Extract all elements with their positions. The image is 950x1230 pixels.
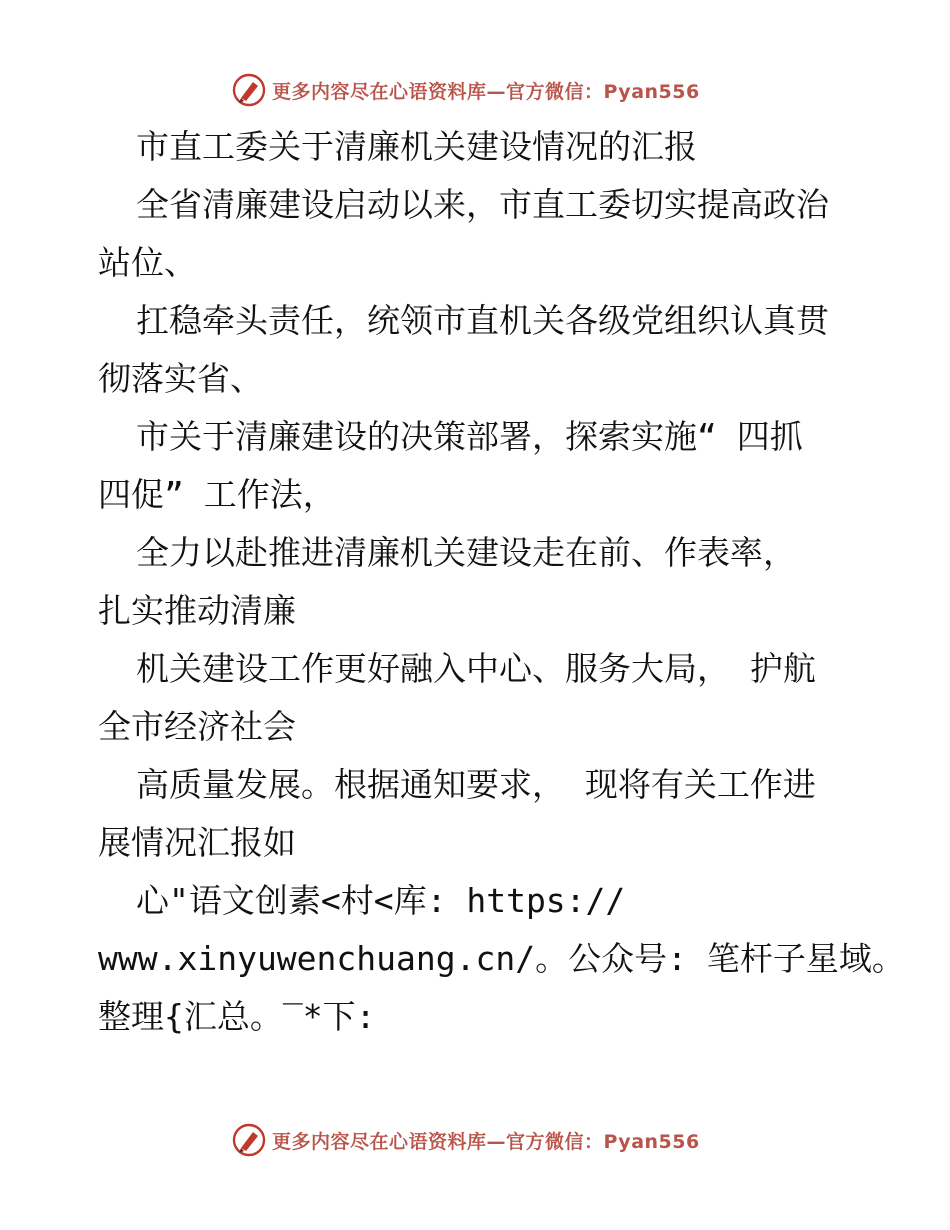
banner-main-text: 更多内容尽在心语资料库 xyxy=(272,80,487,103)
paragraph-line: 四促” 工作法， xyxy=(98,475,336,514)
paragraph-line: 机关建设工作更好融入中心、服务大局， 护航 xyxy=(136,649,816,688)
paragraph-line: 展情况汇报如 xyxy=(98,823,296,862)
pen-logo-icon xyxy=(232,1123,266,1157)
paragraph-line: 站位、 xyxy=(98,243,197,282)
source-line: 心"语文创素<村<库: https:// xyxy=(136,881,626,920)
paragraph-line: 市关于清廉建设的决策部署，探索实施“ 四抓 xyxy=(136,417,803,456)
paragraph-line: 扎实推动清廉 xyxy=(98,591,296,630)
document-body xyxy=(98,118,905,1046)
banner-wechat-id: Pyan556 xyxy=(603,1130,700,1153)
paragraph-line: 彻落实省、 xyxy=(98,359,263,398)
banner-wechat-label: 官方微信： xyxy=(506,1130,604,1153)
footer-watermark-banner xyxy=(232,1122,700,1158)
paragraph-line: 整理{汇总。‾*下: xyxy=(98,997,376,1036)
paragraph-line: 全力以赴推进清廉机关建设走在前、作表率， xyxy=(136,533,796,572)
paragraph-line: 高质量发展。根据通知要求， 现将有关工作进 xyxy=(136,765,816,804)
source-url-line: www.xinyuwenchuang.cn/。公众号: 笔杆子星域。 xyxy=(98,939,905,978)
banner-dash: — xyxy=(486,1130,507,1153)
paragraph-line: 扛稳牵头责任，统领市直机关各级党组织认真贯 xyxy=(136,301,829,340)
banner-main-text: 更多内容尽在心语资料库 xyxy=(272,1130,487,1153)
banner-text xyxy=(272,77,700,104)
banner-text xyxy=(272,1127,700,1154)
paragraph-line: 全省清廉建设启动以来，市直工委切实提高政治 xyxy=(136,185,829,224)
paragraph-line: 全市经济社会 xyxy=(98,707,296,746)
pen-logo-icon xyxy=(232,73,266,107)
banner-dash: — xyxy=(486,80,507,103)
header-watermark-banner xyxy=(232,72,700,108)
banner-wechat-id: Pyan556 xyxy=(603,80,700,103)
document-title: 市直工委关于清廉机关建设情况的汇报 xyxy=(136,127,697,166)
banner-wechat-label: 官方微信： xyxy=(506,80,604,103)
